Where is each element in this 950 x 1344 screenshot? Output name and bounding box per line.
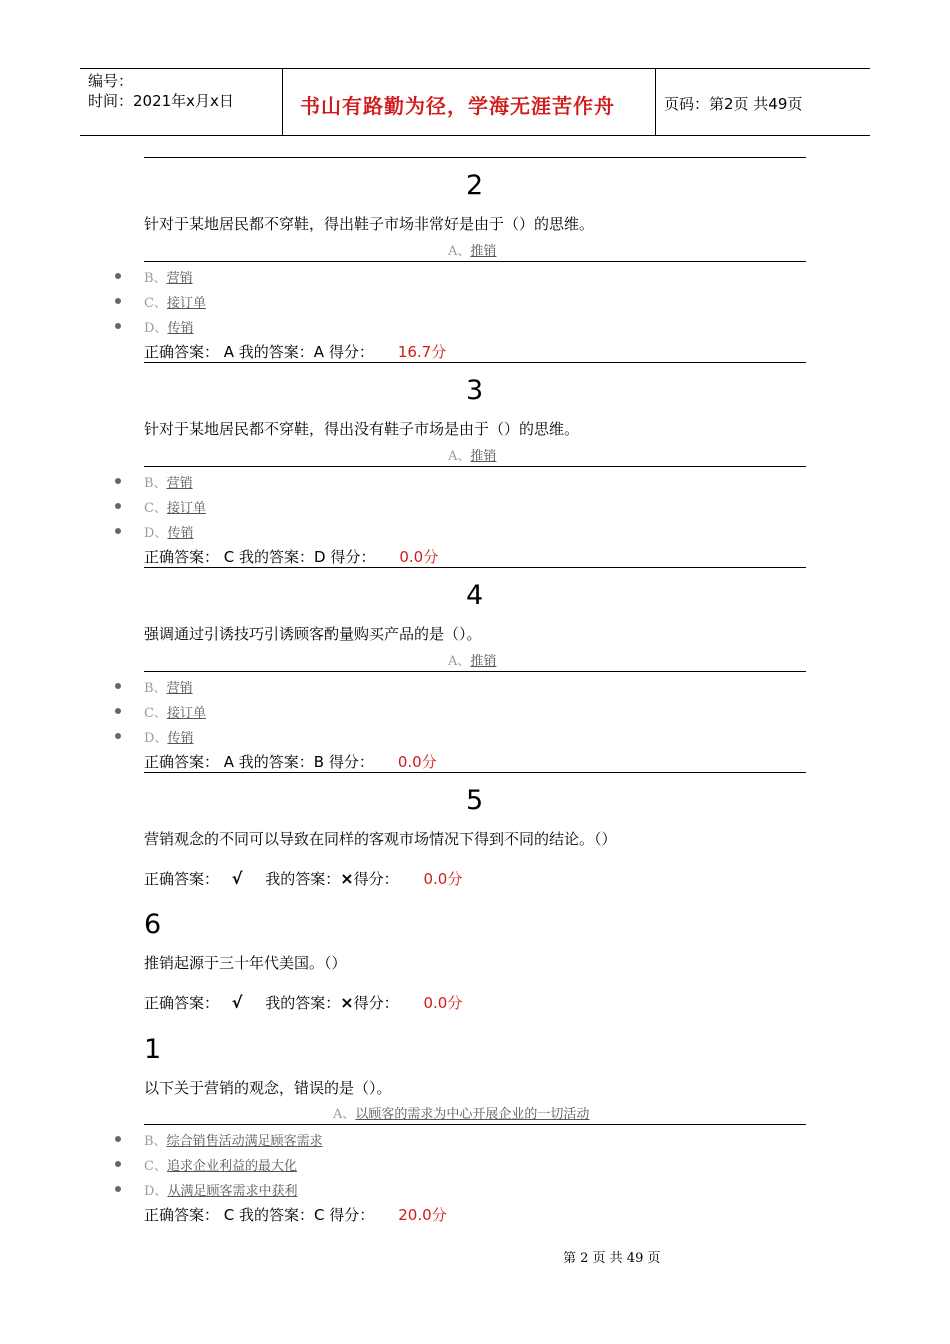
section-rule bbox=[144, 772, 806, 773]
header-bottom-border bbox=[80, 135, 870, 136]
bullet-icon bbox=[115, 1136, 121, 1142]
option-a[interactable]: A、以顾客的需求为中心开展企业的一切活动 bbox=[333, 1107, 590, 1122]
bullet-icon bbox=[115, 733, 121, 739]
bullet-icon bbox=[115, 528, 121, 534]
bullet-icon bbox=[115, 683, 121, 689]
answer-line: 正确答案： C 我的答案：D 得分： 0.0分 bbox=[144, 548, 439, 566]
bullet-icon bbox=[115, 298, 121, 304]
question-number: 4 bbox=[466, 580, 484, 611]
header-divider-1 bbox=[282, 68, 283, 136]
section-rule bbox=[144, 157, 806, 158]
option-rule bbox=[144, 261, 806, 262]
section-rule bbox=[144, 362, 806, 363]
header-divider-2 bbox=[655, 68, 656, 136]
question-text: 以下关于营销的观念，错误的是（）。 bbox=[144, 1079, 392, 1097]
question-text: 针对于某地居民都不穿鞋，得出鞋子市场非常好是由于（）的思维。 bbox=[144, 215, 595, 233]
bullet-icon bbox=[115, 478, 121, 484]
option-c[interactable]: C、追求企业利益的最大化 bbox=[144, 1159, 297, 1174]
question-text: 强调通过引诱技巧引诱顾客酌量购买产品的是（）。 bbox=[144, 625, 482, 643]
option-rule bbox=[144, 1124, 806, 1125]
question-number: 2 bbox=[466, 170, 484, 201]
bullet-icon bbox=[115, 708, 121, 714]
score-value: 20.0分 bbox=[398, 1206, 447, 1224]
bullet-icon bbox=[115, 323, 121, 329]
option-a[interactable]: A、推销 bbox=[448, 654, 497, 669]
question-number: 1 bbox=[144, 1034, 162, 1065]
question-text: 推销起源于三十年代美国。（） bbox=[144, 954, 347, 972]
score-value: 0.0分 bbox=[423, 994, 463, 1012]
option-b[interactable]: B、营销 bbox=[144, 271, 193, 286]
question-number: 3 bbox=[466, 375, 484, 406]
option-c[interactable]: C、接订单 bbox=[144, 296, 206, 311]
option-d[interactable]: D、从满足顾客需求中获利 bbox=[144, 1184, 298, 1199]
option-b[interactable]: B、营销 bbox=[144, 681, 193, 696]
header-time-label: 时间：2021年x月x日 bbox=[88, 92, 234, 110]
option-d[interactable]: D、传销 bbox=[144, 731, 194, 746]
check-icon: √ bbox=[231, 993, 243, 1012]
option-rule bbox=[144, 466, 806, 467]
option-c[interactable]: C、接订单 bbox=[144, 501, 206, 516]
bullet-icon bbox=[115, 1161, 121, 1167]
cross-icon: × bbox=[340, 993, 354, 1012]
answer-line: 正确答案： C 我的答案：C 得分： 20.0分 bbox=[144, 1206, 447, 1224]
header-top-border bbox=[80, 68, 870, 69]
answer-line: 正确答案： A 我的答案：B 得分： 0.0分 bbox=[144, 753, 437, 771]
question-text: 营销观念的不同可以导致在同样的客观市场情况下得到不同的结论。（） bbox=[144, 830, 617, 848]
answer-line: 正确答案： √ 我的答案：×得分： 0.0分 bbox=[144, 869, 463, 888]
question-number: 5 bbox=[466, 785, 484, 816]
answer-line: 正确答案： √ 我的答案：×得分： 0.0分 bbox=[144, 993, 463, 1012]
answer-line: 正确答案： A 我的答案：A 得分： 16.7分 bbox=[144, 343, 447, 361]
option-d[interactable]: D、传销 bbox=[144, 321, 194, 336]
bullet-icon bbox=[115, 1186, 121, 1192]
question-number: 6 bbox=[144, 909, 162, 940]
header-page-info: 页码：第2页 共49页 bbox=[664, 95, 803, 113]
score-value: 0.0分 bbox=[397, 753, 437, 771]
header-number-label: 编号： bbox=[88, 72, 134, 90]
question-text: 针对于某地居民都不穿鞋，得出没有鞋子市场是由于（）的思维。 bbox=[144, 420, 580, 438]
bullet-icon bbox=[115, 503, 121, 509]
check-icon: √ bbox=[231, 869, 243, 888]
bullet-icon bbox=[115, 273, 121, 279]
option-b[interactable]: B、综合销售活动满足顾客需求 bbox=[144, 1134, 323, 1149]
header-motto: 书山有路勤为径，学海无涯苦作舟 bbox=[300, 94, 615, 118]
score-value: 0.0分 bbox=[423, 870, 463, 888]
option-c[interactable]: C、接订单 bbox=[144, 706, 206, 721]
score-value: 16.7分 bbox=[397, 343, 447, 361]
page-footer: 第 2 页 共 49 页 bbox=[563, 1251, 661, 1266]
section-rule bbox=[144, 567, 806, 568]
score-value: 0.0分 bbox=[399, 548, 439, 566]
option-b[interactable]: B、营销 bbox=[144, 476, 193, 491]
option-d[interactable]: D、传销 bbox=[144, 526, 194, 541]
option-rule bbox=[144, 671, 806, 672]
option-a[interactable]: A、推销 bbox=[448, 449, 497, 464]
option-a[interactable]: A、推销 bbox=[448, 244, 497, 259]
cross-icon: × bbox=[340, 869, 354, 888]
